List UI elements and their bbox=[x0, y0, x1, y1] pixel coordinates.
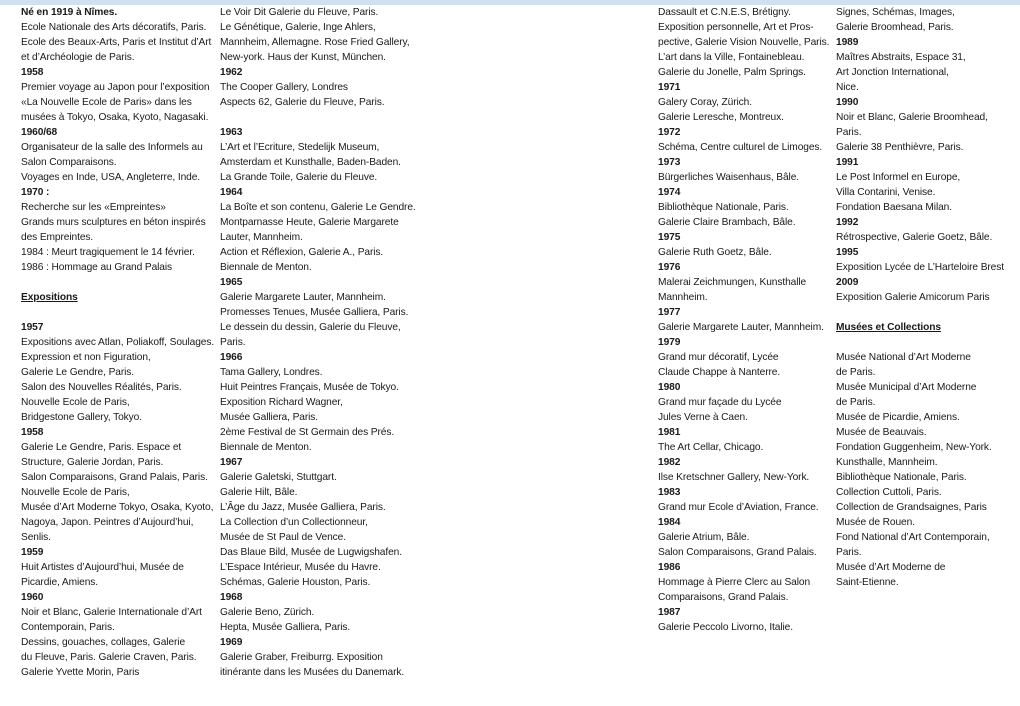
text-line: Galerie Hilt, Bâle. bbox=[220, 487, 298, 498]
text-line: Aspects 62, Galerie du Fleuve, Paris. bbox=[220, 97, 385, 108]
text-line: Grand mur Ecole d’Aviation, France. bbox=[658, 502, 819, 513]
text-line: Bridgestone Gallery, Tokyo. bbox=[21, 412, 142, 423]
text-line: du Fleuve, Paris. Galerie Craven, Paris. bbox=[21, 652, 197, 663]
text-line: «La Nouvelle Ecole de Paris» dans les bbox=[21, 97, 192, 108]
year-heading: 1958 bbox=[21, 67, 44, 78]
text-line: L’art dans la Ville, Fontainebleau. bbox=[658, 52, 805, 63]
year-heading: 1990 bbox=[836, 97, 859, 108]
text-line: Musée National d’Art Moderne bbox=[836, 352, 971, 363]
year-heading: 1970 : bbox=[21, 187, 50, 198]
year-heading: 1968 bbox=[220, 592, 243, 603]
text-line: Paris. bbox=[220, 337, 246, 348]
year-heading: 1969 bbox=[220, 637, 243, 648]
column-exhibitions-1961-1969 bbox=[220, 5, 416, 680]
text-line: Kunsthalle, Mannheim. bbox=[836, 457, 938, 468]
text-line: Le Voir Dit Galerie du Fleuve, Paris. bbox=[220, 7, 379, 18]
column-exhibitions-1970-1987 bbox=[658, 5, 829, 635]
text-line: pective, Galerie Vision Nouvelle, Paris. bbox=[658, 37, 830, 48]
text-line: Contemporain, Paris. bbox=[21, 622, 115, 633]
text-line: Mannheim. bbox=[658, 292, 708, 303]
blank-line bbox=[836, 305, 1004, 320]
text-line: L’Espace Intérieur, Musée du Havre. bbox=[220, 562, 381, 573]
text-line: et d’Archéologie de Paris. bbox=[21, 52, 135, 63]
text-line: 1986 : Hommage au Grand Palais bbox=[21, 262, 173, 273]
text-line: Fondation Guggenheim, New-York. bbox=[836, 442, 992, 453]
text-line: La Collection d’un Collectionneur, bbox=[220, 517, 368, 528]
column-biography bbox=[21, 5, 214, 680]
text-line: itinérante dans les Musées du Danemark. bbox=[220, 667, 405, 678]
text-line: Biennale de Menton. bbox=[220, 442, 312, 453]
year-heading: 1979 bbox=[658, 337, 681, 348]
text-line: Exposition Lycée de L’Harteloire Brest bbox=[836, 262, 1004, 273]
blank-line bbox=[21, 275, 214, 290]
year-heading: 1976 bbox=[658, 262, 681, 273]
text-line: Jules Verne à Caen. bbox=[658, 412, 748, 423]
year-heading: 1958 bbox=[21, 427, 44, 438]
text-line: musées à Tokyo, Osaka, Kyoto, Nagasaki. bbox=[21, 112, 209, 123]
text-line: Galery Coray, Zürich. bbox=[658, 97, 752, 108]
text-line: Exposition Richard Wagner, bbox=[220, 397, 343, 408]
text-line: New-york. Haus der Kunst, München. bbox=[220, 52, 386, 63]
year-heading: 1960 bbox=[21, 592, 44, 603]
year-heading: 1980 bbox=[658, 382, 681, 393]
text-line: Action et Réflexion, Galerie A., Paris. bbox=[220, 247, 384, 258]
text-line: Galerie 38 Penthièvre, Paris. bbox=[836, 142, 964, 153]
text-line: Ilse Kretschner Gallery, New-York. bbox=[658, 472, 810, 483]
text-line: Lauter, Mannheim. bbox=[220, 232, 303, 243]
text-line: Galerie Broomhead, Paris. bbox=[836, 22, 954, 33]
text-line: des Empreintes. bbox=[21, 232, 94, 243]
text-line: Villa Contarini, Venise. bbox=[836, 187, 936, 198]
year-heading: 1975 bbox=[658, 232, 681, 243]
text-line: de Paris. bbox=[836, 397, 876, 408]
text-line: Hommage à Pierre Clerc au Salon bbox=[658, 577, 811, 588]
text-line: Fondation Baesana Milan. bbox=[836, 202, 952, 213]
text-line: Galerie Margarete Lauter, Mannheim. bbox=[658, 322, 824, 333]
year-heading: 1967 bbox=[220, 457, 243, 468]
blank-line bbox=[220, 110, 416, 125]
year-heading: 1989 bbox=[836, 37, 859, 48]
year-heading: 1964 bbox=[220, 187, 243, 198]
text-line: The Art Cellar, Chicago. bbox=[658, 442, 764, 453]
blank-line bbox=[836, 335, 1004, 350]
text-line: 1984 : Meurt tragiquement le 14 février. bbox=[21, 247, 195, 258]
text-line: Galerie Le Gendre, Paris. bbox=[21, 367, 135, 378]
text-line: Le Génétique, Galerie, Inge Ahlers, bbox=[220, 22, 376, 33]
text-line: Recherche sur les «Empreintes» bbox=[21, 202, 166, 213]
text-line: Das Blaue Bild, Musée de Lugwigshafen. bbox=[220, 547, 402, 558]
text-line: Nouvelle Ecole de Paris, bbox=[21, 487, 130, 498]
year-heading: 1984 bbox=[658, 517, 681, 528]
text-line: Premier voyage au Japon pour l’exposition bbox=[21, 82, 210, 93]
text-line: Paris. bbox=[836, 547, 862, 558]
text-line: Bürgerliches Waisenhaus, Bâle. bbox=[658, 172, 800, 183]
year-heading: 1971 bbox=[658, 82, 681, 93]
text-line: Huit Artistes d’Aujourd’hui, Musée de bbox=[21, 562, 184, 573]
text-line: Saint-Etienne. bbox=[836, 577, 899, 588]
text-line: Tama Gallery, Londres. bbox=[220, 367, 323, 378]
year-heading: 1977 bbox=[658, 307, 681, 318]
text-line: Exposition Galerie Amicorum Paris bbox=[836, 292, 990, 303]
text-line: Le Post Informel en Europe, bbox=[836, 172, 961, 183]
text-line: The Cooper Gallery, Londres bbox=[220, 82, 348, 93]
text-line: Noir et Blanc, Galerie Broomhead, bbox=[836, 112, 988, 123]
text-line: Nagoya, Japon. Peintres d’Aujourd’hui, bbox=[21, 517, 194, 528]
year-heading: Né en 1919 à Nîmes. bbox=[21, 7, 118, 18]
text-line: Salon Comparaisons. bbox=[21, 157, 117, 168]
text-line: L’Art et l’Ecriture, Stedelijk Museum, bbox=[220, 142, 380, 153]
text-line: Amsterdam et Kunsthalle, Baden-Baden. bbox=[220, 157, 401, 168]
text-line: Structure, Galerie Jordan, Paris. bbox=[21, 457, 164, 468]
text-line: Bibliothèque Nationale, Paris. bbox=[836, 472, 967, 483]
year-heading: 1981 bbox=[658, 427, 681, 438]
text-line: Schéma, Centre culturel de Limoges. bbox=[658, 142, 823, 153]
column-exhibitions-collections bbox=[836, 5, 1004, 590]
text-line: Fond National d’Art Contemporain, bbox=[836, 532, 990, 543]
year-heading: 1986 bbox=[658, 562, 681, 573]
text-line: Galerie Claire Brambach, Bâle. bbox=[658, 217, 796, 228]
text-line: Collection Cuttoli, Paris. bbox=[836, 487, 942, 498]
year-heading: 2009 bbox=[836, 277, 859, 288]
section-heading: Expositions bbox=[21, 292, 78, 303]
text-line: Rétrospective, Galerie Goetz, Bâle. bbox=[836, 232, 993, 243]
text-line: Le dessein du dessin, Galerie du Fleuve, bbox=[220, 322, 401, 333]
text-line: Expression et non Figuration, bbox=[21, 352, 151, 363]
text-line: Salon des Nouvelles Réalités, Paris. bbox=[21, 382, 182, 393]
text-line: Galerie Graber, Freiburrg. Exposition bbox=[220, 652, 383, 663]
text-line: Noir et Blanc, Galerie Internationale d’Art bbox=[21, 607, 202, 618]
year-heading: 1972 bbox=[658, 127, 681, 138]
year-heading: 1962 bbox=[220, 67, 243, 78]
year-heading: 1959 bbox=[21, 547, 44, 558]
year-heading: 1982 bbox=[658, 457, 681, 468]
text-line: Galerie Yvette Morin, Paris bbox=[21, 667, 140, 678]
blank-line bbox=[21, 305, 214, 320]
text-line: La Boîte et son contenu, Galerie Le Gendre. bbox=[220, 202, 416, 213]
text-line: Dassault et C.N.E.S, Brétigny. bbox=[658, 7, 791, 18]
text-line: Galerie Leresche, Montreux. bbox=[658, 112, 784, 123]
text-line: Musée d’Art Moderne de bbox=[836, 562, 946, 573]
text-line: Grands murs sculptures en béton inspirés bbox=[21, 217, 206, 228]
year-heading: 1966 bbox=[220, 352, 243, 363]
text-line: L’Âge du Jazz, Musée Galliera, Paris. bbox=[220, 502, 386, 513]
text-line: Galerie Peccolo Livorno, Italie. bbox=[658, 622, 793, 633]
text-line: Galerie Atrium, Bâle. bbox=[658, 532, 750, 543]
text-line: Salon Comparaisons, Grand Palais, Paris. bbox=[21, 472, 208, 483]
text-line: Grand mur décoratif, Lycée bbox=[658, 352, 779, 363]
text-line: Salon Comparaisons, Grand Palais. bbox=[658, 547, 817, 558]
text-line: Expositions avec Atlan, Poliakoff, Soulages. bbox=[21, 337, 215, 348]
text-line: Claude Chappe à Nanterre. bbox=[658, 367, 781, 378]
text-line: Hepta, Musée Galliera, Paris. bbox=[220, 622, 351, 633]
year-heading: 1973 bbox=[658, 157, 681, 168]
year-heading: 1974 bbox=[658, 187, 681, 198]
text-line: Musée Galliera, Paris. bbox=[220, 412, 319, 423]
text-line: Paris. bbox=[836, 127, 862, 138]
text-line: Galerie Ruth Goetz, Bâle. bbox=[658, 247, 772, 258]
text-line: Organisateur de la salle des Informels au bbox=[21, 142, 203, 153]
year-heading: 1992 bbox=[836, 217, 859, 228]
year-heading: 1983 bbox=[658, 487, 681, 498]
text-line: Signes, Schémas, Images, bbox=[836, 7, 955, 18]
year-heading: 1995 bbox=[836, 247, 859, 258]
year-heading: 1963 bbox=[220, 127, 243, 138]
text-line: Malerai Zeichmungen, Kunsthalle bbox=[658, 277, 807, 288]
text-line: Exposition personnelle, Art et Pros- bbox=[658, 22, 814, 33]
text-line: de Paris. bbox=[836, 367, 876, 378]
text-line: Ecole des Beaux-Arts, Paris et Institut d’Art bbox=[21, 37, 212, 48]
text-line: Musée de Picardie, Amiens. bbox=[836, 412, 960, 423]
text-line: 2ème Festival de St Germain des Prés. bbox=[220, 427, 395, 438]
text-line: Galerie du Jonelle, Palm Springs. bbox=[658, 67, 806, 78]
text-line: Ecole Nationale des Arts décoratifs, Paris. bbox=[21, 22, 207, 33]
text-line: Dessins, gouaches, collages, Galerie bbox=[21, 637, 186, 648]
text-line: Comparaisons, Grand Palais. bbox=[658, 592, 789, 603]
text-line: Montparnasse Heute, Galerie Margarete bbox=[220, 217, 399, 228]
year-heading: 1957 bbox=[21, 322, 44, 333]
text-line: Musée Municipal d’Art Moderne bbox=[836, 382, 977, 393]
text-line: Art Jonction International, bbox=[836, 67, 949, 78]
text-line: Biennale de Menton. bbox=[220, 262, 312, 273]
text-line: Musée d’Art Moderne Tokyo, Osaka, Kyoto, bbox=[21, 502, 214, 513]
section-heading: Musées et Collections bbox=[836, 322, 941, 333]
text-line: Musée de Beauvais. bbox=[836, 427, 927, 438]
text-line: Galerie Galetski, Stuttgart. bbox=[220, 472, 337, 483]
year-heading: 1965 bbox=[220, 277, 243, 288]
year-heading: 1991 bbox=[836, 157, 859, 168]
text-line: Mannheim, Allemagne. Rose Fried Gallery, bbox=[220, 37, 410, 48]
text-line: Grand mur façade du Lycée bbox=[658, 397, 782, 408]
text-line: Huit Peintres Français, Musée de Tokyo. bbox=[220, 382, 399, 393]
text-line: Musée de Rouen. bbox=[836, 517, 915, 528]
text-line: Schémas, Galerie Houston, Paris. bbox=[220, 577, 371, 588]
text-line: Picardie, Amiens. bbox=[21, 577, 99, 588]
text-line: Nouvelle Ecole de Paris, bbox=[21, 397, 130, 408]
text-line: Promesses Tenues, Musée Galliera, Paris. bbox=[220, 307, 409, 318]
text-line: Galerie Beno, Zürich. bbox=[220, 607, 315, 618]
text-line: Senlis. bbox=[21, 532, 51, 543]
year-heading: 1960/68 bbox=[21, 127, 58, 138]
year-heading: 1987 bbox=[658, 607, 681, 618]
text-line: Galerie Margarete Lauter, Mannheim. bbox=[220, 292, 386, 303]
text-line: Maîtres Abstraits, Espace 31, bbox=[836, 52, 966, 63]
text-line: Musée de St Paul de Vence. bbox=[220, 532, 346, 543]
text-line: Voyages en Inde, USA, Angleterre, Inde. bbox=[21, 172, 201, 183]
text-line: Nice. bbox=[836, 82, 859, 93]
text-line: Bibliothèque Nationale, Paris. bbox=[658, 202, 789, 213]
text-line: Collection de Grandsaignes, Paris bbox=[836, 502, 987, 513]
text-line: Galerie Le Gendre, Paris. Espace et bbox=[21, 442, 182, 453]
text-line: La Grande Toile, Galerie du Fleuve. bbox=[220, 172, 378, 183]
